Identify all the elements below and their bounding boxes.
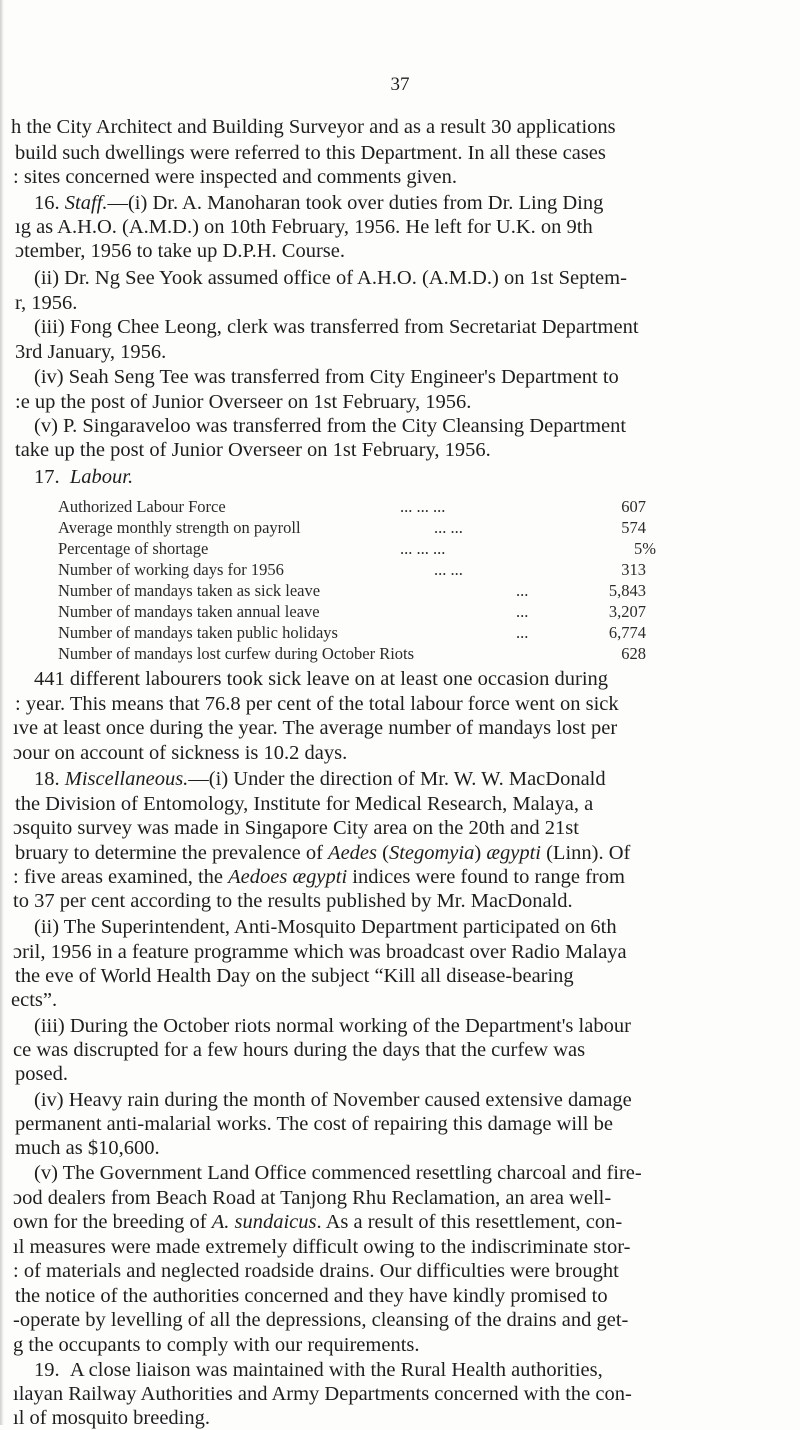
labour-row-value-4: 313	[621, 560, 646, 579]
para-19-line-2: ılayan Railway Authorities and Army Departments concerned with the con-	[13, 1383, 632, 1405]
para-18-line-14: permanent anti-malarial works. The cost of repairing this damage will be	[15, 1113, 613, 1135]
labour-row-value-6: 3,207	[608, 602, 646, 621]
para-18-line-7: ɔril, 1956 in a feature programme which was broadcast over Radio Malaya	[13, 941, 627, 963]
labour-row-label-2: Average monthly strength on payroll	[58, 518, 301, 537]
para-16-number: 16.	[34, 192, 60, 214]
stegomyia-italic: Stegomyia	[388, 842, 475, 864]
para-18-line-12: posed.	[15, 1063, 68, 1085]
para-17-after-4: ɔour on account of sickness is 10.2 days.	[13, 742, 348, 764]
para-17-after-2: : year. This means that 76.8 per cent of the total labour force went on sick	[15, 693, 619, 715]
labour-row-label-4: Number of working days for 1956	[58, 560, 284, 579]
aedes-italic: Aedes	[328, 842, 377, 864]
para-18-line-3: bruary to determine the prevalence of Aedes (Stegomyia) ægypti (Linn). Of	[15, 842, 631, 864]
para-18-line-13: (iv) Heavy rain during the month of November caused extensive damage	[34, 1089, 632, 1111]
para-16-line-6: (iii) Fong Chee Leong, clerk was transferred from Secretariat Department	[34, 316, 639, 338]
para-17-after-1: 441 different labourers took sick leave on at least one occasion during	[34, 668, 609, 690]
labour-row-value-1: 607	[621, 497, 646, 516]
labour-row-value-3: 5%	[634, 539, 656, 558]
labour-row-label-8: Number of mandays lost curfew during October Riots	[58, 644, 415, 663]
para-18-line-2: ɔsquito survey was made in Singapore City area on the 20th and 21st	[13, 817, 579, 839]
para-18-line-22: -operate by levelling of all the depressions, cleansing of the drains and get-	[13, 1309, 629, 1331]
para-16-line-7: 3rd January, 1956.	[15, 341, 167, 363]
para-19-number: 19.	[34, 1359, 60, 1381]
labour-row-dots-3: ... ... ...	[400, 539, 446, 558]
labour-row-value-8: 628	[621, 644, 646, 663]
labour-row-label-5: Number of mandays taken as sick leave	[58, 581, 321, 600]
para-18-line-17: ɔod dealers from Beach Road at Tanjong Rhu Reclamation, an area well-	[13, 1187, 612, 1209]
para-18-line-19: ıl measures were made extremely difficult owing to the indiscriminate stor-	[13, 1236, 631, 1258]
para-17-number: 17.	[34, 466, 60, 488]
para-18-line-1: the Division of Entomology, Institute for Medical Research, Malaya, a	[15, 793, 594, 815]
para-16-line-11: take up the post of Junior Overseer on 1st February, 1956.	[15, 439, 491, 461]
labour-row-value-7: 6,774	[608, 623, 646, 642]
para-16-heading: Staff.	[64, 192, 108, 214]
labour-row-value-2: 574	[621, 518, 646, 537]
para-18-line-8: the eve of World Health Day on the subject “Kill all disease-bearing	[15, 965, 574, 987]
para-18-line-20: : of materials and neglected roadside drains. Our difficulties were brought	[13, 1260, 619, 1282]
labour-row-label-7: Number of mandays taken public holidays	[58, 623, 338, 642]
para-17-heading: Labour.	[69, 466, 134, 488]
para-18-line-15: much as $10,600.	[15, 1137, 160, 1159]
para-18-line-9: ects”.	[11, 989, 58, 1011]
para-16-line-9: :e up the post of Junior Overseer on 1st February, 1956.	[15, 391, 472, 413]
para-18-first-rest: —(i) Under the direction of Mr. W. W. MacDonald	[188, 768, 606, 790]
para-16-line-5: r, 1956.	[15, 292, 78, 314]
aedoes-italic: Aedoes ægypti	[228, 866, 348, 888]
para-16-line-10: (v) P. Singaraveloo was transferred from the City Cleansing Department	[34, 415, 627, 437]
labour-row-label-1: Authorized Labour Force	[58, 497, 226, 516]
aegypti-italic: ægypti	[486, 842, 541, 864]
para-16-line-1: —(i) Dr. A. Manoharan took over duties from Dr. Ling Ding	[107, 192, 604, 214]
para-18-line-23: g the occupants to comply with our requirements.	[13, 1334, 420, 1356]
labour-row-label-3: Percentage of shortage	[58, 539, 209, 558]
sundaicus-italic: A. sundaicus	[211, 1211, 317, 1233]
para-16-line-8: (iv) Seah Seng Tee was transferred from City Engineer's Department to	[34, 366, 619, 388]
labour-row-dots-2: ... ...	[434, 518, 463, 537]
para-18-line-5: to 37 per cent according to the results published by Mr. MacDonald.	[13, 890, 573, 912]
para-17-after-3: ıve at least once during the year. The average number of mandays lost per	[13, 717, 618, 739]
page-number: 37	[390, 74, 410, 95]
para-18-line-16: (v) The Government Land Office commenced resettling charcoal and fire-	[34, 1162, 642, 1184]
labour-row-dots-7: ...	[516, 623, 529, 642]
para-18-line-10: (iii) During the October riots normal working of the Department's labour	[34, 1015, 631, 1037]
intro-line-2: build such dwellings were referred to this Department. In all these cases	[15, 142, 606, 164]
para-18-line-11: ce was discrupted for a few hours during the days that the curfew was	[13, 1039, 586, 1061]
labour-row-dots-5: ...	[516, 581, 529, 600]
para-18-line-4: : five areas examined, the Aedoes ægypti indices were found to range from	[13, 866, 625, 888]
para-16-line-4: (ii) Dr. Ng See Yook assumed office of A.H.O. (A.M.D.) on 1st Septem-	[34, 267, 627, 289]
para-16-line-2: ıg as A.H.O. (A.M.D.) on 10th February, 1956. He left for U.K. on 9th	[15, 216, 593, 238]
labour-row-label-6: Number of mandays taken annual leave	[58, 602, 320, 621]
labour-row-value-5: 5,843	[608, 581, 646, 600]
labour-row-dots-1: ... ... ...	[400, 497, 446, 516]
para-18-number: 18.	[34, 768, 60, 790]
para-18-line-18: own for the breeding of A. sundaicus. As a result of this resettlement, con-	[13, 1211, 623, 1233]
labour-row-dots-4: ... ...	[434, 560, 463, 579]
para-18-line-21: the notice of the authorities concerned and they have kindly promised to	[15, 1285, 608, 1307]
page-edge-shadow	[0, 0, 4, 1425]
para-19-line-3: ıl of mosquito breeding.	[13, 1407, 211, 1429]
para-17-heading-line	[34, 465, 133, 489]
para-16-first-line	[34, 191, 603, 215]
para-18-line-6: (ii) The Superintendent, Anti-Mosquito Department participated on 6th	[34, 916, 617, 938]
para-18-first-line	[34, 767, 606, 791]
para-19-first-line: 19. A close liaison was maintained with the Rural Health authorities,	[34, 1359, 603, 1381]
intro-line-1: h the City Architect and Building Surveyor and as a result 30 applications	[11, 116, 616, 138]
labour-row-dots-6: ...	[516, 602, 529, 621]
intro-line-3: : sites concerned were inspected and comments given.	[13, 166, 458, 188]
para-18-heading: Miscellaneous.	[64, 768, 189, 790]
para-16-line-3: ɔtember, 1956 to take up D.P.H. Course.	[15, 240, 345, 262]
